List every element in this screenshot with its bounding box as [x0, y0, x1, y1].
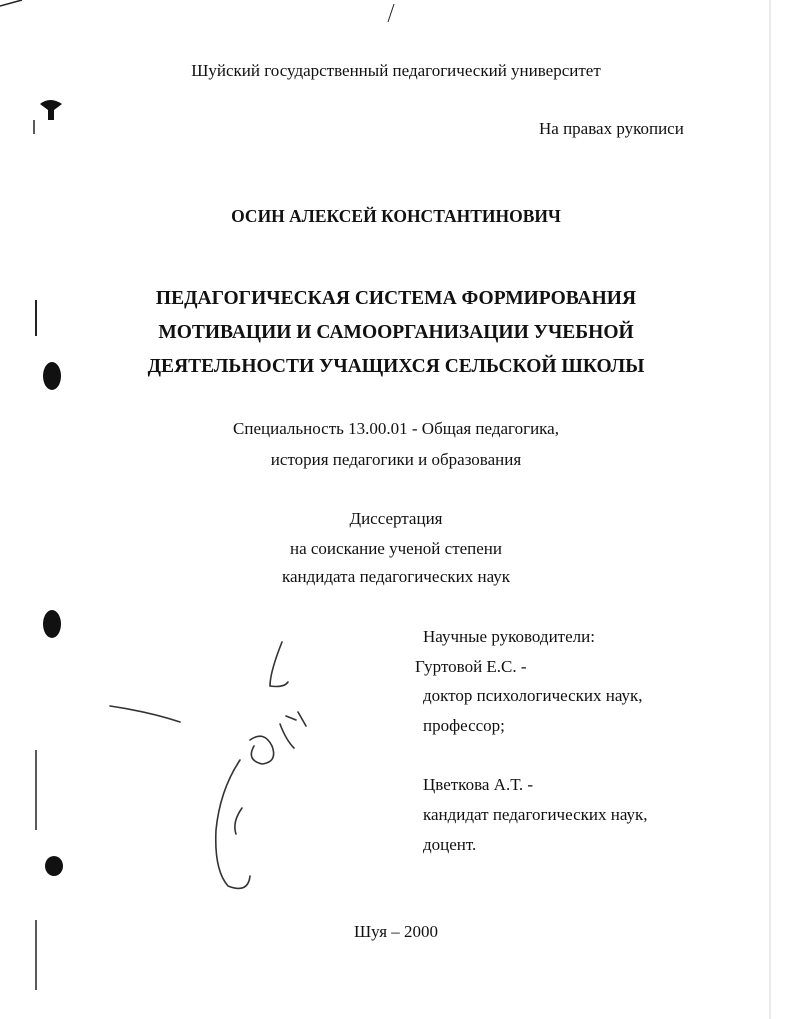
degree-line-3: кандидата педагогических наук — [281, 567, 511, 586]
title-line-1: ПЕДАГОГИЧЕСКАЯ СИСТЕМА ФОРМИРОВАНИЯ — [155, 288, 637, 309]
punch-hole-3 — [43, 610, 61, 638]
punch-hole-1 — [40, 100, 62, 120]
rights-note: На правах рукописи — [539, 119, 684, 138]
handwritten-signature — [110, 642, 306, 888]
specialty-line-2: история педагогики и образования — [270, 450, 522, 469]
title-line-2: МОТИВАЦИИ И САМООРГАНИЗАЦИИ УЧЕБНОЙ — [158, 322, 634, 343]
specialty-line-1: Специальность 13.00.01 - Общая педагогика, — [233, 419, 559, 438]
supervisor-1-degree: доктор психологических наук, — [423, 686, 643, 705]
title-line-3: ДЕЯТЕЛЬНОСТИ УЧАЩИХСЯ СЕЛЬСКОЙ ШКОЛЫ — [147, 356, 645, 377]
author-name: ОСИН АЛЕКСЕЙ КОНСТАНТИНОВИЧ — [231, 206, 561, 226]
university-name: Шуйский государственный педагогический университет — [191, 61, 601, 80]
supervisor-2-name: Цветкова А.Т. - — [423, 775, 534, 794]
place-and-year: Шуя – 2000 — [353, 922, 439, 941]
supervisor-2-degree: кандидат педагогических наук, — [423, 805, 648, 824]
supervisor-1-name: Гуртовой Е.С. - — [415, 657, 527, 676]
supervisors-heading: Научные руководители: — [423, 627, 595, 646]
supervisor-2-title: доцент. — [423, 835, 477, 854]
degree-line-2: на соискание ученой степени — [289, 539, 503, 558]
supervisor-1-title: профессор; — [423, 716, 505, 735]
degree-line-1: Диссертация — [349, 509, 443, 528]
punch-hole-4 — [45, 856, 63, 876]
